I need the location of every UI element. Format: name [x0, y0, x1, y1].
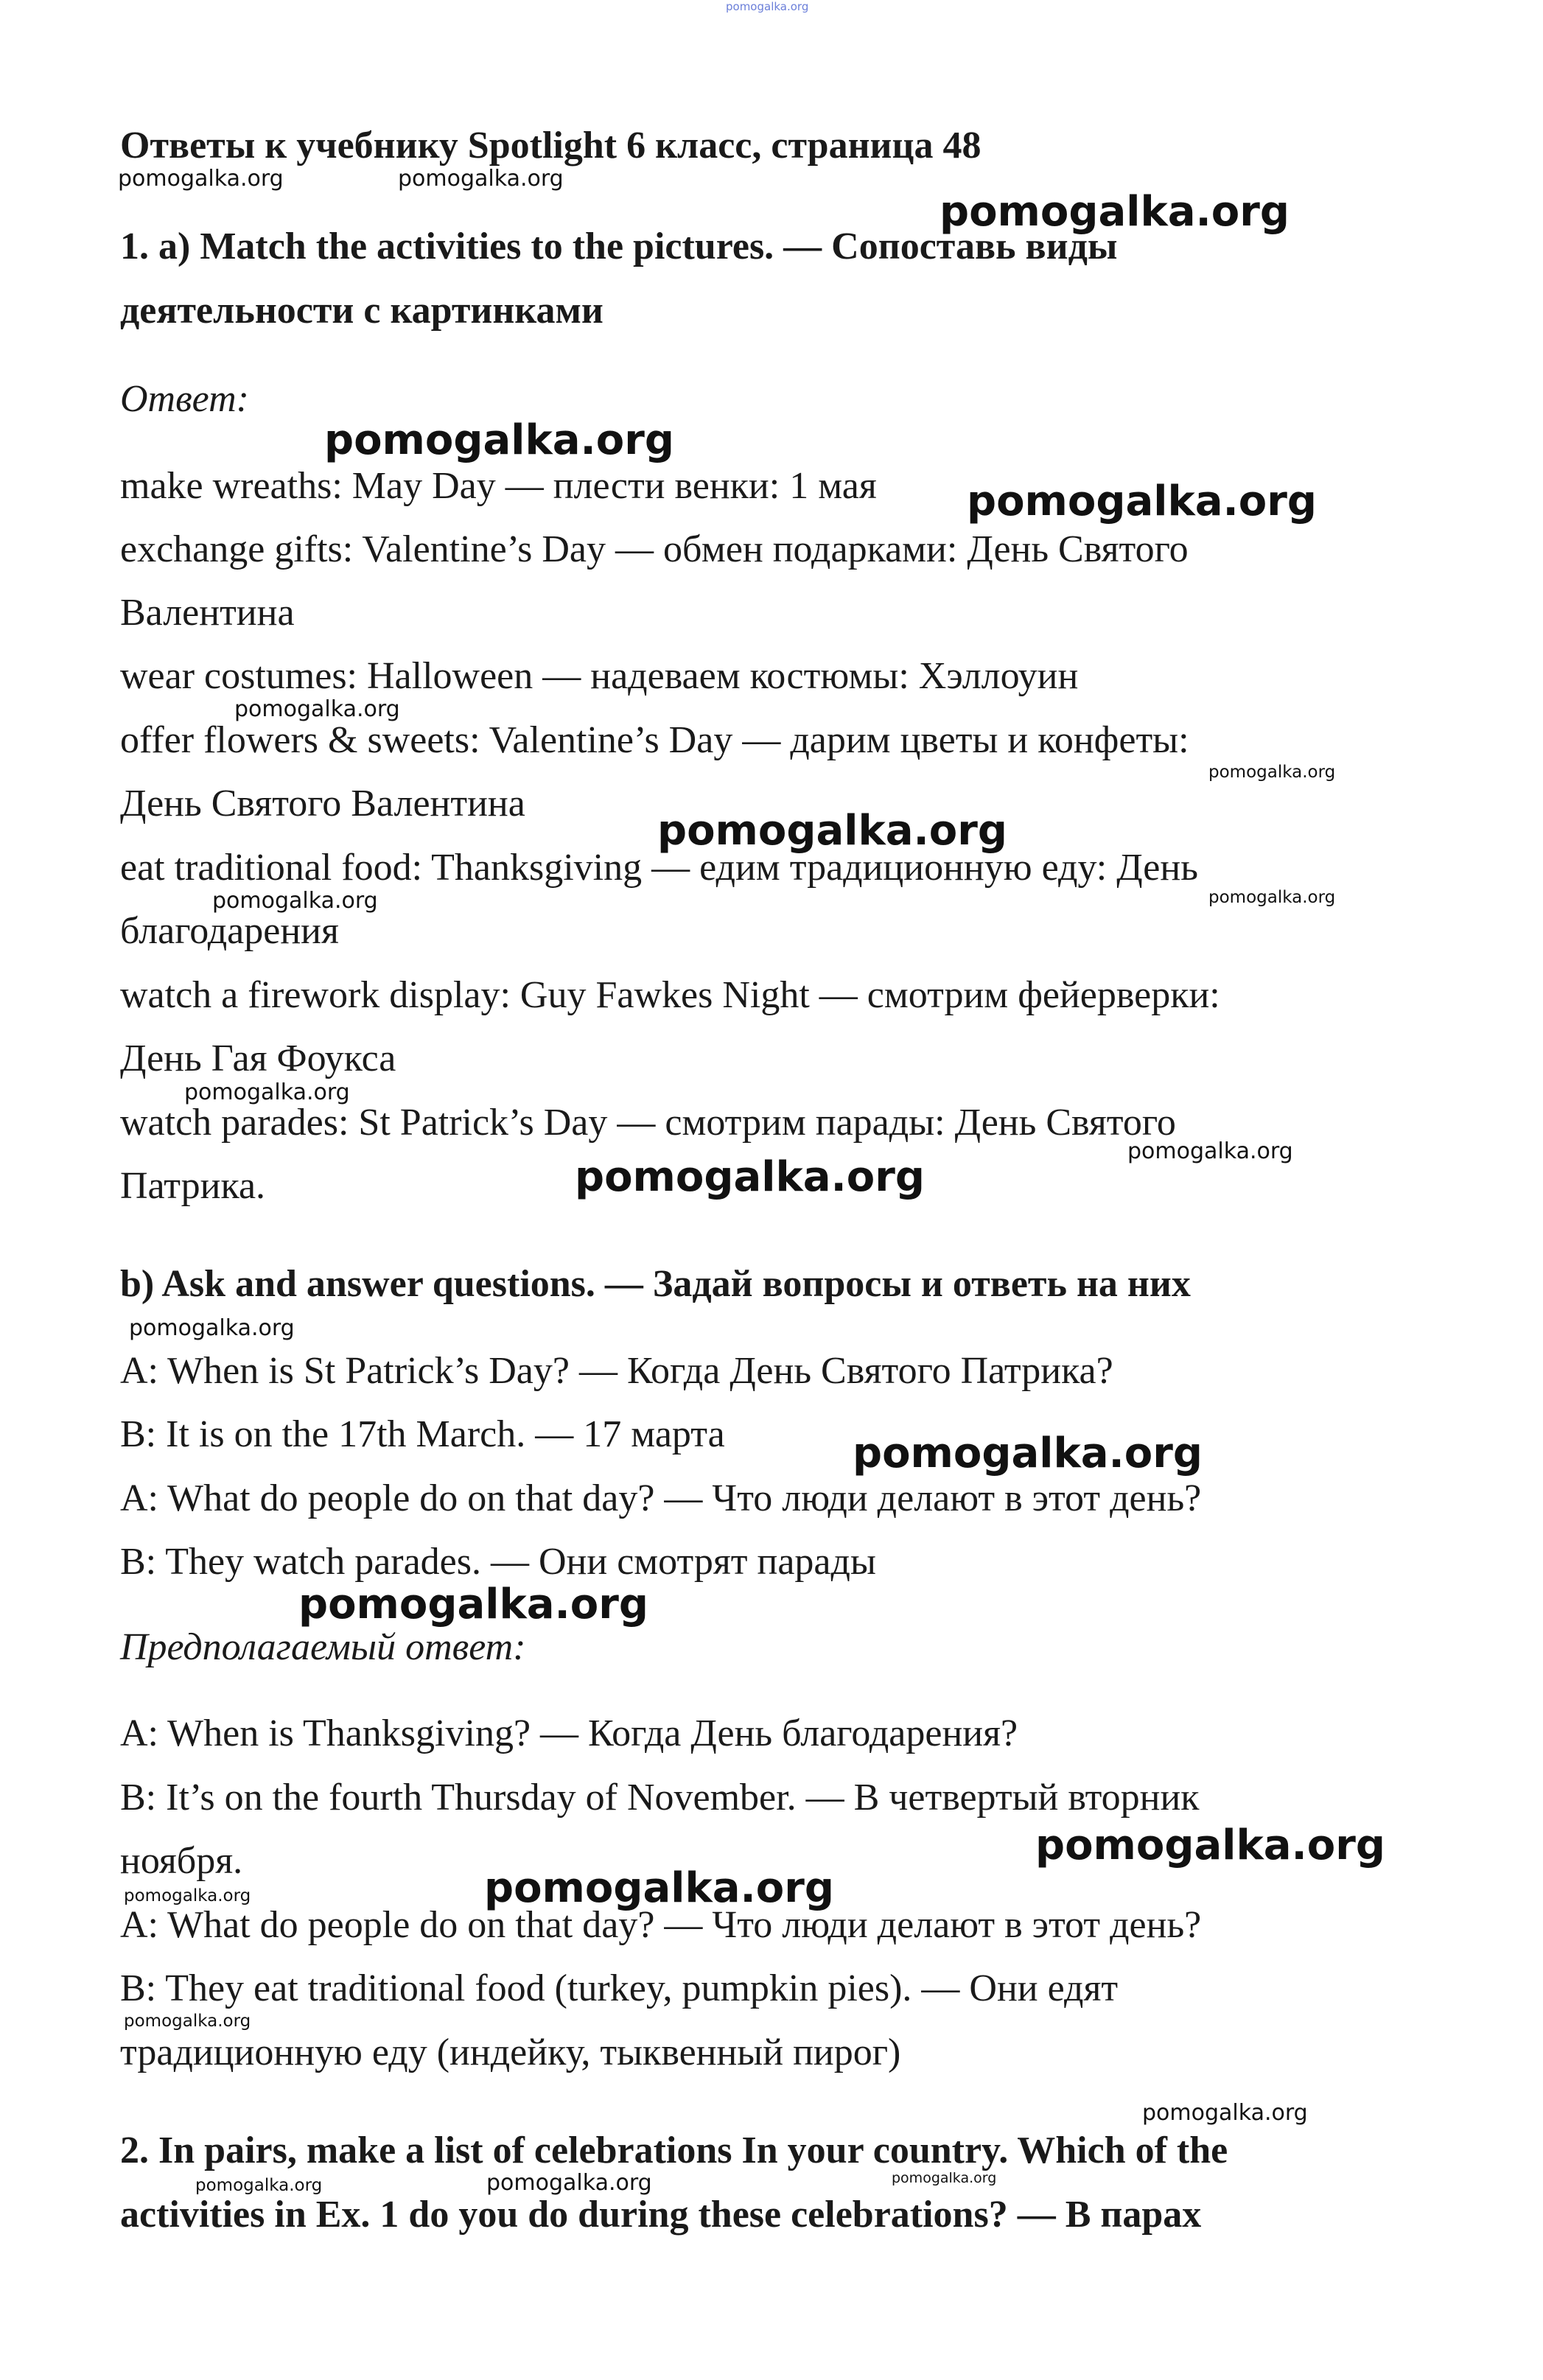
answer-line: exchange gifts: Valentine’s Day — обмен подарками: День Святого: [120, 528, 1189, 570]
dialogue-line: B: They watch parades. — Они смотрят парады: [120, 1541, 876, 1583]
page-title: Ответы к учебнику Spotlight 6 класс, страница 48: [120, 125, 982, 167]
answer-line: watch parades: St Patrick’s Day — смотрим парады: День Святого: [120, 1102, 1176, 1144]
dialogue-line: A: When is Thanksgiving? — Когда День благодарения?: [120, 1712, 1018, 1754]
watermark: pomogalka.org: [124, 1886, 251, 1905]
task1b-heading: b) Ask and answer questions. — Задай вопросы и ответь на них: [120, 1263, 1191, 1305]
dialogue-line: A: When is St Patrick’s Day? — Когда День Святого Патрика?: [120, 1350, 1113, 1392]
watermark: pomogalka.org: [1127, 1138, 1293, 1164]
answer-line: make wreaths: May Day — плести венки: 1 мая: [120, 465, 877, 507]
dialogue-line: B: It’s on the fourth Thursday of November. — В четвертый вторник: [120, 1777, 1200, 1819]
watermark: pomogalka.org: [195, 2176, 323, 2195]
watermark: pomogalka.org: [124, 2012, 251, 2031]
watermark: pomogalka.org: [853, 1429, 1203, 1477]
watermark: pomogalka.org: [940, 188, 1290, 236]
answer-line: wear costumes: Halloween — надеваем костюмы: Хэллоуин: [120, 655, 1079, 697]
watermark: pomogalka.org: [1208, 763, 1336, 782]
watermark: pomogalka.org: [967, 477, 1317, 525]
dialogue-line: традиционную еду (индейку, тыквенный пирог): [120, 2031, 901, 2073]
watermark: pomogalka.org: [234, 696, 400, 722]
watermark: pomogalka.org: [1035, 1821, 1385, 1869]
watermark: pomogalka.org: [486, 2170, 652, 2196]
watermark: pomogalka.org: [129, 1315, 295, 1341]
watermark: pomogalka.org: [1142, 2100, 1308, 2126]
watermark: pomogalka.org: [212, 888, 378, 914]
suggested-answer-label: Предполагаемый ответ:: [120, 1626, 526, 1668]
answer-line: watch a firework display: Guy Fawkes Night — смотрим фейерверки:: [120, 974, 1220, 1016]
task2-heading-line1: 2. In pairs, make a list of celebrations In your country. Which of the: [120, 2129, 1228, 2171]
answer-line: Валентина: [120, 592, 295, 634]
watermark: pomogalka.org: [324, 416, 674, 464]
answer-line: День Гая Фоукса: [120, 1037, 396, 1079]
dialogue-line: A: What do people do on that day? — Что люди делают в этот день?: [120, 1904, 1202, 1946]
answer-line: День Святого Валентина: [120, 783, 525, 825]
watermark: pomogalka.org: [657, 807, 1007, 855]
task1a-heading-line1: 1. a) Match the activities to the pictures. — Сопоставь виды: [120, 225, 1118, 267]
watermark: pomogalka.org: [484, 1864, 834, 1912]
dialogue-line: B: They eat traditional food (turkey, pumpkin pies). — Они едят: [120, 1967, 1119, 2009]
watermark: pomogalka.org: [892, 2170, 997, 2186]
watermark: pomogalka.org: [398, 166, 564, 192]
watermark: pomogalka.org: [118, 166, 284, 192]
watermark: pomogalka.org: [184, 1079, 350, 1105]
answer-line: eat traditional food: Thanksgiving — едим традиционную еду: День: [120, 847, 1198, 889]
dialogue-line: B: It is on the 17th March. — 17 марта: [120, 1413, 725, 1455]
task2-heading-line2: activities in Ex. 1 do you do during these celebrations? — В парах: [120, 2194, 1202, 2236]
watermark: pomogalka.org: [298, 1581, 648, 1628]
answer-line: благодарения: [120, 910, 339, 952]
answer-label: Ответ:: [120, 378, 249, 420]
watermark: pomogalka.org: [1208, 888, 1336, 907]
task1a-heading-line2: деятельности с картинками: [120, 290, 603, 332]
answer-line: offer flowers & sweets: Valentine’s Day — дарим цветы и конфеты:: [120, 719, 1189, 761]
dialogue-line: ноября.: [120, 1840, 243, 1882]
header-watermark: pomogalka.org: [726, 0, 809, 13]
answer-line: Патрика.: [120, 1165, 266, 1207]
watermark: pomogalka.org: [575, 1153, 925, 1201]
dialogue-line: A: What do people do on that day? — Что люди делают в этот день?: [120, 1477, 1202, 1519]
